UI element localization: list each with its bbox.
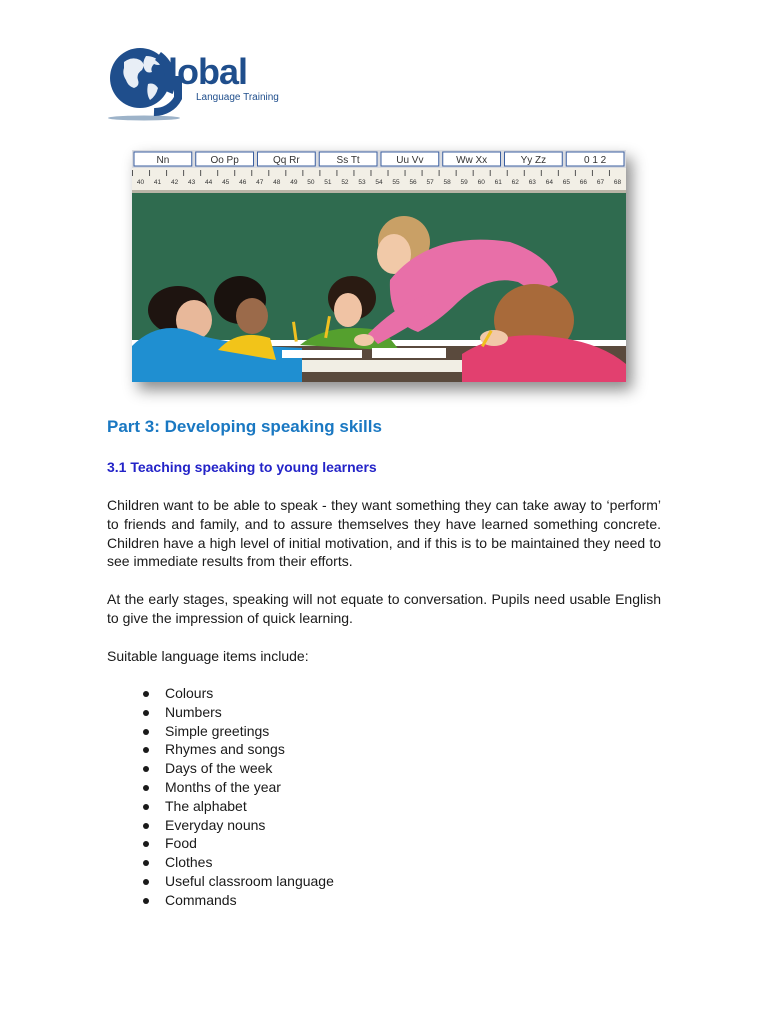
number-line-label: 44 (205, 179, 213, 186)
list-item-label: Simple greetings (165, 722, 270, 739)
number-line-tick (524, 170, 525, 176)
number-line-tick (405, 170, 406, 176)
list-item-label: Clothes (165, 854, 213, 871)
bullet-icon (143, 729, 149, 735)
bullet-icon (143, 785, 149, 791)
bullet-icon (143, 823, 149, 829)
number-line-label: 61 (494, 179, 502, 186)
list-item-label: Colours (165, 685, 214, 701)
number-line-tick (592, 170, 593, 176)
list-item-label: Days of the week (165, 760, 273, 777)
number-line-tick (507, 170, 508, 176)
list-item-label: Rhymes and songs (165, 741, 285, 758)
number-line-label: 66 (579, 179, 588, 186)
bullet-icon (143, 710, 149, 716)
number-line-tick (268, 170, 269, 176)
list-item-label: Everyday nouns (165, 816, 266, 833)
list-item (140, 703, 334, 722)
alphabet-card-label: Oo Pp (210, 155, 239, 166)
list-item (140, 872, 334, 891)
number-line-label: 48 (273, 179, 281, 186)
list-item (140, 853, 334, 872)
list-item (140, 891, 334, 910)
number-line-label: 59 (460, 179, 468, 186)
number-line-label: 64 (545, 179, 553, 186)
number-line-tick (558, 170, 559, 176)
number-line-label: 42 (170, 179, 179, 186)
number-line-tick (473, 170, 474, 176)
number-line-label: 65 (562, 179, 570, 186)
list-item (140, 797, 334, 816)
list-item-label: Food (165, 835, 197, 852)
alphabet-card-label: Ss Tt (336, 155, 360, 166)
number-line-tick (439, 170, 440, 176)
number-line-tick (285, 170, 286, 176)
number-line-label: 52 (341, 179, 349, 186)
number-line-tick (166, 170, 167, 176)
alphabet-card-label: Yy Zz (520, 155, 547, 166)
number-line-tick (456, 170, 457, 176)
subsection-heading: 3.1 Teaching speaking to young learners (107, 459, 377, 475)
list-item (140, 740, 334, 759)
number-line-tick (149, 170, 150, 176)
number-line-tick (609, 170, 610, 176)
number-line-label: 51 (324, 179, 332, 186)
number-line-label: 55 (392, 179, 400, 186)
alphabet-card-label: Uu Vv (396, 155, 424, 166)
bullet-icon (143, 898, 149, 904)
alphabet-card-label: Qq Rr (273, 155, 300, 166)
list-item-label: Numbers (165, 703, 222, 720)
number-line-tick (388, 170, 389, 176)
paragraph-motivation: Children want to be able to speak - they want something they can take away to ‘perform’ to friends and family, and to assure themselves they have learned something concrete. Children have a high level of initial motivation, and if this is to be maintained they need to see immediate results from their efforts. (107, 497, 661, 570)
bullet-icon (143, 804, 149, 810)
language-items-list (140, 684, 334, 910)
logo-wordmark: lobal (168, 51, 248, 92)
number-line-label: 54 (375, 179, 383, 186)
classroom-photo (132, 150, 626, 382)
list-item-label: The alphabet (165, 797, 247, 814)
number-line-tick (490, 170, 491, 176)
list-item (140, 684, 334, 703)
bullet-icon (143, 860, 149, 866)
number-line-tick (302, 170, 303, 176)
alphabet-card-label: 0 1 2 (584, 155, 607, 166)
number-line-label: 40 (136, 179, 145, 186)
number-line-tick (183, 170, 184, 176)
number-line-label: 68 (613, 179, 622, 186)
number-line-label: 50 (307, 179, 315, 186)
bullet-icon (143, 841, 149, 847)
list-item (140, 816, 334, 835)
number-line-label: 47 (256, 179, 264, 186)
paragraph-list-intro: Suitable language items include: (107, 648, 309, 664)
number-line-tick (353, 170, 354, 176)
list-item (140, 759, 334, 778)
number-line-label: 41 (153, 179, 162, 186)
logo-tagline: Language Training (196, 92, 279, 103)
number-line-label: 45 (222, 179, 230, 186)
alphabet-card-label: Nn (156, 155, 170, 166)
number-line-tick (336, 170, 337, 176)
list-item-label: Commands (165, 891, 237, 908)
number-line-label: 43 (188, 179, 196, 186)
list-item (140, 722, 334, 741)
number-line-label: 56 (409, 179, 417, 186)
number-line-label: 46 (239, 179, 247, 186)
number-line-label: 62 (511, 179, 519, 186)
number-line-tick (575, 170, 576, 176)
number-line-tick (541, 170, 542, 176)
list-item-label: Useful classroom language (165, 872, 334, 889)
bullet-icon (143, 691, 149, 697)
list-item (140, 834, 334, 853)
number-line-tick (234, 170, 235, 176)
number-line-tick (251, 170, 252, 176)
number-line-label: 67 (596, 179, 605, 186)
list-item-label: Months of the year (165, 778, 281, 795)
number-line-tick (132, 170, 133, 176)
number-line-label: 57 (426, 179, 434, 186)
number-line-tick (200, 170, 201, 176)
alphabet-card-label: Ww Xx (456, 155, 488, 166)
number-line-tick (319, 170, 320, 176)
number-line-label: 63 (528, 179, 536, 186)
number-line-tick (370, 170, 371, 176)
number-line-tick (217, 170, 218, 176)
number-line-label: 53 (358, 179, 366, 186)
bullet-icon (143, 879, 149, 885)
number-line-tick (422, 170, 423, 176)
section-heading: Part 3: Developing speaking skills (107, 417, 382, 436)
number-line-label: 49 (290, 179, 298, 186)
bullet-icon (143, 747, 149, 753)
number-line-label: 58 (443, 179, 451, 186)
list-item (140, 778, 334, 797)
paragraph-early-stages: At the early stages, speaking will not equate to conversation. Pupils need usable English to give the impression of quick learning. (107, 591, 661, 626)
number-line-label: 60 (477, 179, 485, 186)
bullet-icon (143, 766, 149, 772)
